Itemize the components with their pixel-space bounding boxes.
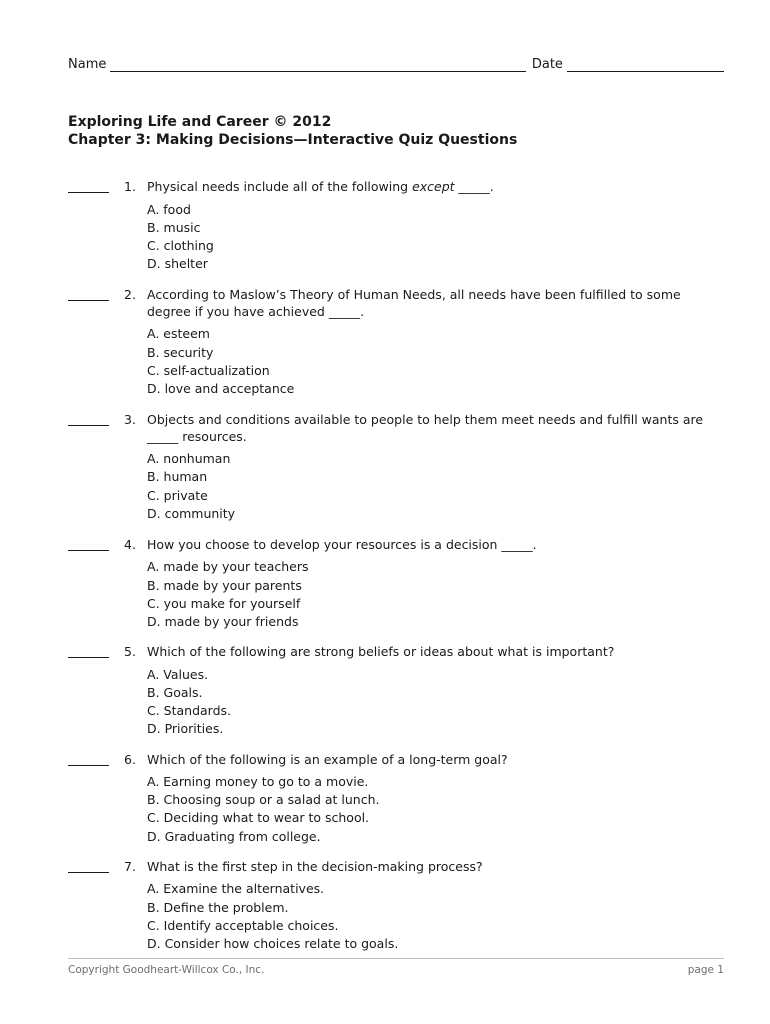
answer-option: D. Graduating from college. [147,828,321,844]
answer-option: C. you make for yourself [147,595,301,611]
page-footer [68,964,724,976]
answer-blank[interactable] [68,859,109,873]
question-3 [68,412,718,523]
answer-option: D. Consider how choices relate to goals. [147,935,399,951]
question-number: 3. [124,412,136,428]
question-number: 4. [124,536,136,552]
page-number: page 1 [687,964,724,976]
answer-option: B. Goals. [147,684,203,700]
answer-option: D. shelter [147,256,208,272]
name-label: Name [68,57,107,72]
chapter-title: Chapter 3: Making Decisions—Interactive Quiz Questions [68,132,518,148]
answer-option: A. made by your teachers [147,559,309,575]
answer-options [147,880,718,953]
answer-blank[interactable] [68,752,109,766]
question-text: What is the first step in the decision-making process? [147,858,483,874]
date-label: Date [531,57,563,72]
question-text: Objects and conditions available to people to help them meet needs and fulfill wants are _____ resources. [147,412,704,444]
question-number: 1. [124,179,136,194]
question-text: Physical needs include all of the following except _____. [147,179,494,194]
answer-options [147,325,718,398]
question-text: How you choose to develop your resources is a decision _____. [147,536,537,552]
date-blank[interactable] [567,59,724,72]
book-title: Exploring Life and Career © 2012 [68,114,332,130]
question-4 [68,537,718,631]
question-7 [68,859,718,953]
answer-option: C. Deciding what to wear to school. [147,810,370,826]
name-blank[interactable] [110,59,526,72]
answer-option: D. made by your friends [147,614,299,630]
answer-option: A. nonhuman [147,451,231,467]
name-date-header [68,57,724,72]
question-1 [68,179,718,273]
answer-blank[interactable] [68,179,109,193]
question-text: According to Maslow’s Theory of Human Needs, all needs have been fulfilled to some degree if you have achieved _____. [147,287,681,319]
answer-option: A. Earning money to go to a movie. [147,774,369,790]
question-number: 2. [124,287,136,303]
copyright-notice: Copyright Goodheart-Willcox Co., Inc. [68,964,265,976]
answer-option: C. self-actualization [147,362,270,378]
answer-option: C. Identify acceptable choices. [147,917,339,933]
answer-option: A. food [147,201,191,217]
question-number: 5. [124,644,136,660]
answer-option: B. Choosing soup or a salad at lunch. [147,792,380,808]
answer-option: D. community [147,505,236,521]
answer-option: A. esteem [147,326,210,342]
answer-options [147,450,718,523]
question-text: Which of the following is an example of a long-term goal? [147,751,508,767]
answer-option: C. clothing [147,237,214,253]
answer-option: D. love and acceptance [147,380,295,396]
answer-option: B. human [147,469,208,485]
document-title [68,113,517,149]
question-number: 6. [124,751,136,767]
question-text: Which of the following are strong beliefs or ideas about what is important? [147,644,615,660]
question-list [68,179,718,953]
answer-blank[interactable] [68,287,109,301]
question-2 [68,287,718,398]
answer-blank[interactable] [68,537,109,551]
answer-options [147,773,718,846]
answer-option: C. Standards. [147,703,232,719]
answer-option: A. Examine the alternatives. [147,881,325,897]
footer-divider [68,958,724,959]
answer-option: B. Define the problem. [147,899,289,915]
question-6 [68,752,718,846]
answer-option: B. made by your parents [147,577,302,593]
answer-options [147,666,718,739]
answer-option: C. private [147,487,208,503]
emphasis-text: except [412,179,455,194]
answer-blank[interactable] [68,412,109,426]
answer-option: B. music [147,219,201,235]
question-number: 7. [124,858,136,874]
answer-option: D. Priorities. [147,721,224,737]
answer-options [147,558,718,631]
answer-option: B. security [147,344,214,360]
question-5 [68,644,718,738]
answer-blank[interactable] [68,644,109,658]
answer-options [147,201,718,274]
answer-option: A. Values. [147,666,209,682]
